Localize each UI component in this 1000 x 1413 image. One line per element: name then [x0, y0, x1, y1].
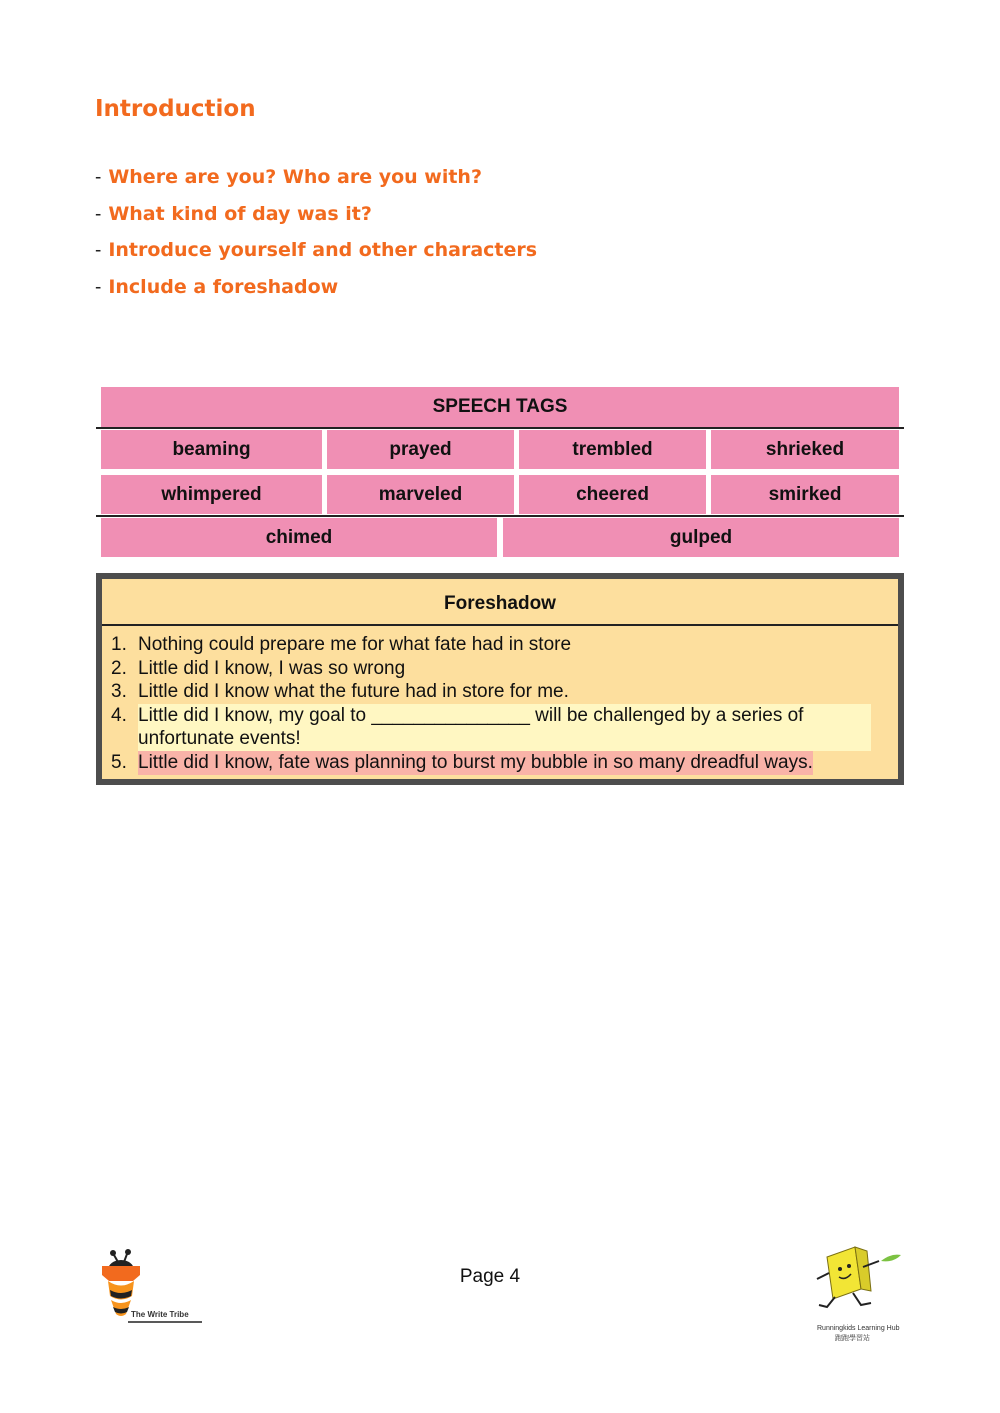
page-number: Page 4: [459, 1266, 521, 1287]
speech-tags-table: [96, 387, 904, 557]
speech-tag-cell: prayed: [327, 430, 514, 469]
highlighted-text: Little did I know, my goal to _______________ will be challenged by a series of unfortunate events!: [138, 704, 871, 751]
list-item: - Introduce yourself and other characters: [95, 239, 538, 261]
foreshadow-list: [111, 633, 871, 775]
list-item: - Where are you? Who are you with?: [95, 166, 482, 188]
write-tribe-logo: [98, 1248, 208, 1333]
speech-tag-cell: cheered: [519, 475, 706, 514]
speech-tag-cell: beaming: [101, 430, 322, 469]
speech-tag-cell: marveled: [327, 475, 514, 514]
runningkids-logo: [805, 1243, 905, 1342]
speech-tags-title: SPEECH TAGS: [101, 387, 899, 427]
speech-tag-cell: whimpered: [101, 475, 322, 514]
divider: [102, 624, 898, 626]
list-item: - What kind of day was it?: [95, 202, 372, 225]
divider: [96, 515, 904, 517]
speech-tag-cell: trembled: [519, 430, 706, 469]
list-item: 2. Little did I know, I was so wrong: [111, 657, 406, 679]
list-item: 1. Nothing could prepare me for what fate had in store: [111, 634, 572, 655]
speech-tag-cell: shrieked: [711, 430, 899, 469]
logo-caption: Runningkids Learning Hub: [817, 1325, 900, 1332]
list-item: 5. Little did I know, fate was planning to burst my bubble in so many dreadful ways.: [111, 751, 813, 773]
list-item: - Include a foreshadow: [95, 275, 339, 298]
list-item: 4. Little did I know, my goal to _______________ will be challenged by a series of unfortunate events!: [111, 704, 871, 751]
speech-tag-cell: chimed: [101, 518, 497, 557]
intro-prompt-list: [95, 162, 537, 308]
speech-tag-cell: smirked: [711, 475, 899, 514]
speech-tag-cell: gulped: [503, 518, 899, 557]
running-book-icon: [805, 1243, 905, 1323]
foreshadow-title: Foreshadow: [444, 593, 556, 614]
divider: [96, 427, 904, 429]
highlighted-text: Little did I know, fate was planning to burst my bubble in so many dreadful ways.: [138, 751, 813, 773]
list-item: 3. Little did I know what the future had in store for me.: [111, 681, 569, 703]
logo-caption: The Write Tribe: [131, 1310, 189, 1319]
section-heading: Introduction: [95, 96, 256, 122]
logo-subcaption: 跑跑學習站: [835, 1335, 870, 1342]
foreshadow-box: [96, 573, 904, 785]
